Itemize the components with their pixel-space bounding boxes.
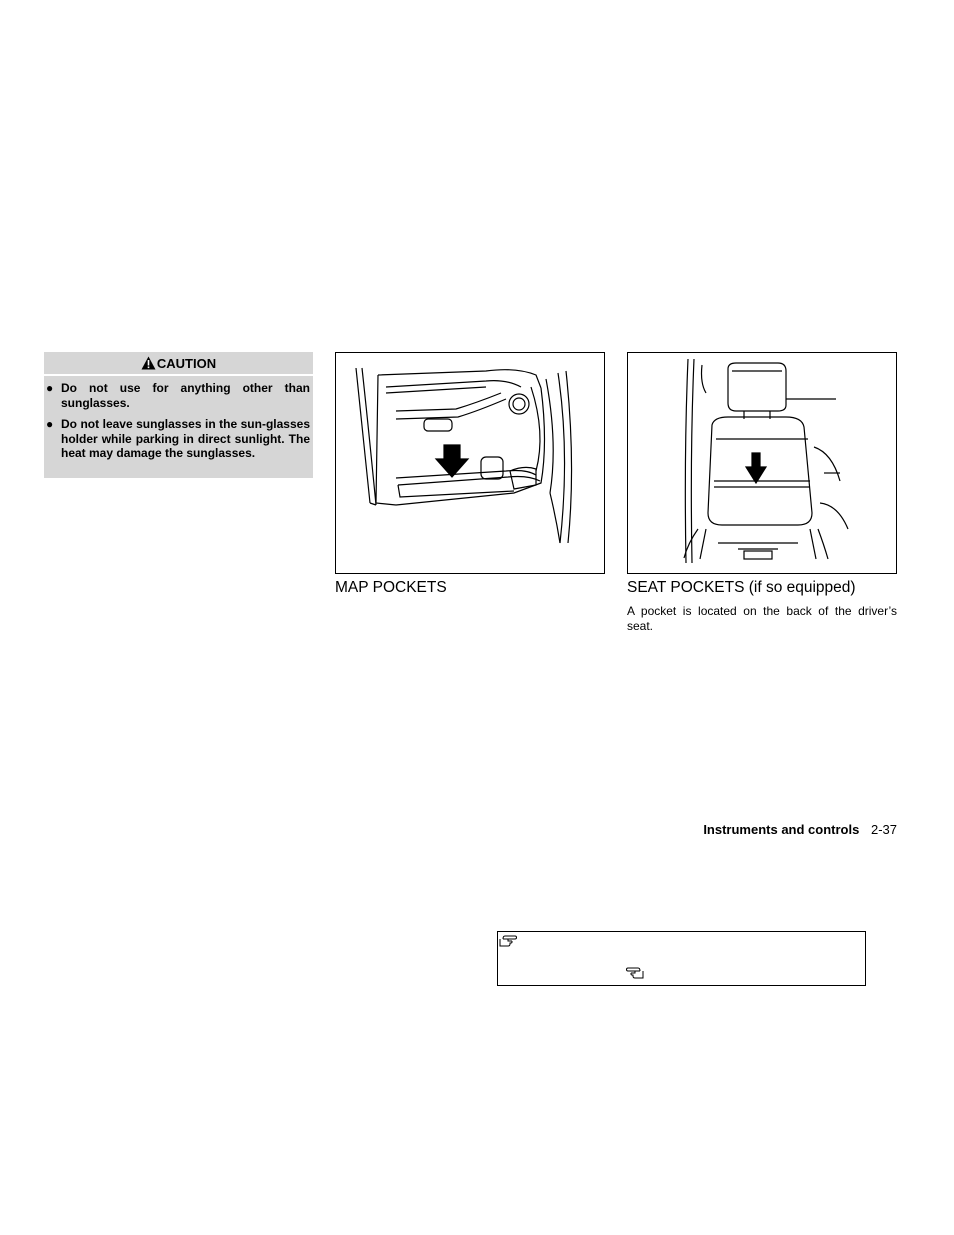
- caution-list: [44, 376, 313, 461]
- caution-item: [44, 381, 310, 410]
- bullet: ●: [46, 381, 54, 395]
- pointing-hand-icon: [499, 935, 517, 947]
- caution-header: [44, 352, 313, 376]
- map-pocket-figure: [335, 352, 605, 574]
- warning-triangle-icon: [141, 356, 156, 370]
- map-pockets-heading: MAP POCKETS: [335, 579, 447, 596]
- page-footer: [600, 822, 897, 837]
- caution-title: CAUTION: [156, 355, 217, 371]
- seat-pockets-heading: SEAT POCKETS (if so equipped): [627, 579, 856, 596]
- seat-pockets-body: A pocket is located on the back of the driver’s seat.: [627, 604, 897, 633]
- page-number: 2-37: [870, 822, 897, 837]
- footer-section-title: Instruments and controls: [703, 822, 860, 837]
- pointing-hand-back-icon: [626, 967, 644, 979]
- bullet: ●: [46, 417, 54, 432]
- seat-back-pocket-illustration: [628, 353, 896, 573]
- caution-item: [44, 417, 310, 461]
- caution-box: [44, 352, 313, 478]
- reference-box: [497, 931, 866, 986]
- caution-item-text: Do not use for anything other than sunglasses.: [61, 381, 310, 410]
- caution-item-text: Do not leave sunglasses in the sun-glasses holder while parking in direct sunlight. The heat may damage the sunglasses.: [61, 417, 310, 461]
- door-map-pocket-illustration: [336, 353, 604, 573]
- seat-pocket-figure: [627, 352, 897, 574]
